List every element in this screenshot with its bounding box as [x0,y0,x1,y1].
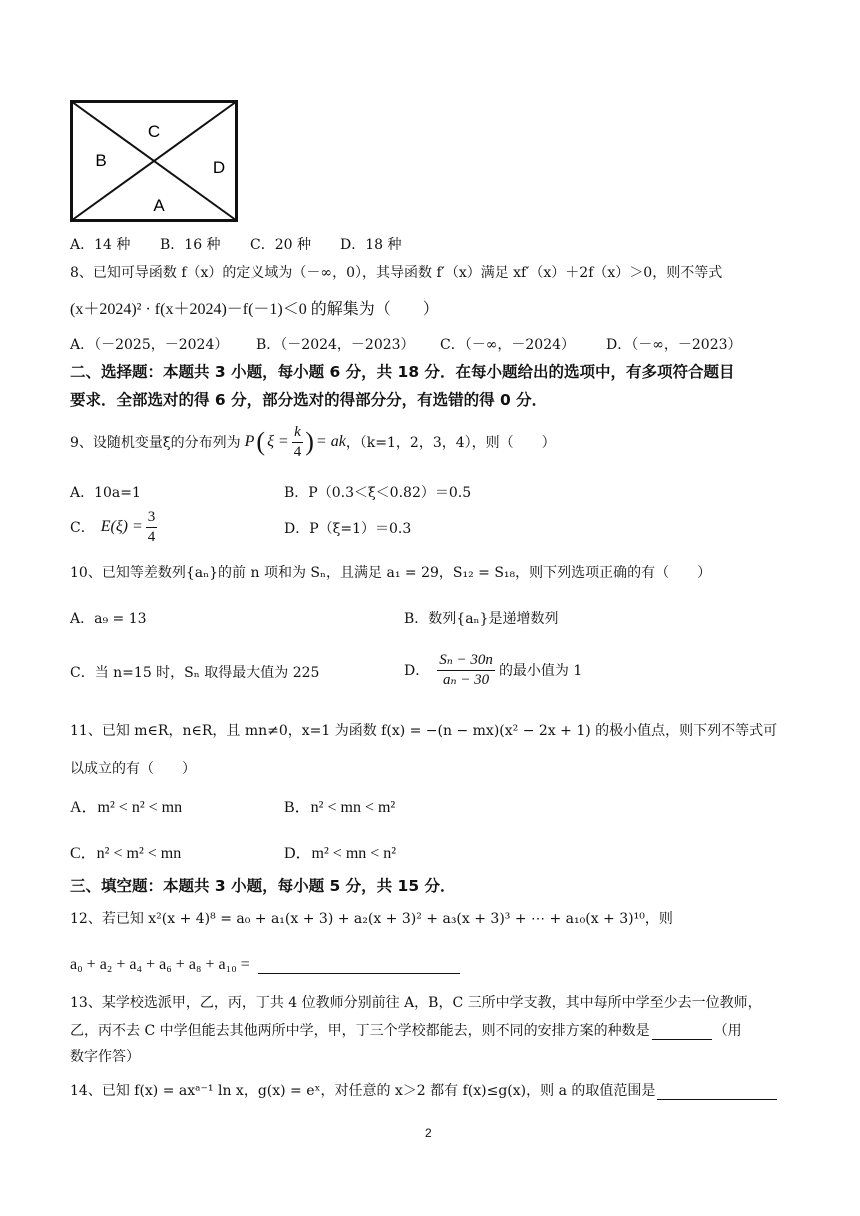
q12-stem-line1: 12、若已知 x²(x + 4)⁸ = a₀ + a₁(x + 3) + a₂(x + 3)² + a₃(x + 3)³ + ⋯ + a₁₀(x + 3)¹⁰，则 [70,911,673,927]
q8-option-c[interactable]: C．（－∞，－2024） [440,337,576,353]
q9-formula-xi: ξ = [267,433,289,450]
q14-stem [70,1080,777,1100]
q13-answer-blank[interactable] [652,1039,712,1040]
q9-paren-right: ) [305,427,314,456]
q14-text: 14、已知 f(x) = axᵃ⁻¹ ln x，g(x) = eˣ，对任意的 x＞2 都有 f(x)≤g(x)，则 a 的取值范围是 [70,1083,656,1099]
region-label-d: D [212,158,226,177]
q11-option-a[interactable]: A．m² < n² < mn [70,799,183,816]
q7-option-b[interactable]: B．16 种 [160,237,221,253]
q9-option-c-num: 3 [146,510,158,528]
q7-option-d[interactable]: D．18 种 [340,237,402,253]
q9-option-c-formula: E(ξ) = [100,518,143,535]
q9-fraction-den: 4 [293,443,302,460]
section2-heading-line2: 要求．全部选对的得 6 分，部分选对的得部分分，有选错的得 0 分． [70,391,548,409]
q10-option-d-prefix: D． [404,663,430,679]
q7-option-a[interactable]: A．14 种 [70,237,131,253]
q8-option-b[interactable]: B．（－2024，－2023） [256,337,415,353]
q8-stem-line2: (x＋2024)² · f(x＋2024)－f(－1)＜0 的解集为（ ） [70,301,439,318]
q10-stem: 10、已知等差数列{aₙ}的前 n 项和为 Sₙ，且满足 a₁ = 29，S₁₂ = S₁₈，则下列选项正确的有（ ） [70,565,712,581]
q12-answer-blank[interactable] [258,973,460,974]
q9-prefix: 9、设随机变量ξ的分布列为 [70,435,241,451]
q11-stem-line1: 11、已知 m∈R，n∈R，且 mn≠0，x=1 为函数 f(x) = −(n − mx)(x² − 2x + 1) 的极小值点，则下列不等式可 [70,723,778,739]
region-label-c: C [147,122,161,141]
page-number: 2 [425,1126,432,1140]
rectangle-diagram [70,100,238,222]
region-label-b: B [95,151,107,170]
q13-stem-line1: 13、某学校选派甲，乙，丙，丁共 4 位教师分别前往 A，B，C 三所中学支教，其中每所中学至少去一位教师， [70,995,762,1011]
q10-option-d-fraction [437,653,495,688]
q13-line2-tail: （用 [713,1023,742,1039]
q9-formula-right: = ak [315,433,346,450]
q8-stem-line1: 8、已知可导函数 f（x）的定义域为（－∞，0），其导函数 f′（x）满足 xf′（x）＋2f（x）＞0，则不等式 [70,265,723,281]
q7-option-c[interactable]: C．20 种 [250,237,311,253]
q9-formula-p: P [244,433,255,450]
q13-line2-text: 乙，丙不去 C 中学但能去其他两所中学，甲，丁三个学校都能去，则不同的安排方案的种数是 [70,1023,650,1039]
q10-option-d-suffix: 的最小值为 1 [498,663,583,679]
q11-stem-line2: 以成立的有（ ） [70,761,196,777]
q9-option-d[interactable]: D．P（ξ=1）＝0.3 [284,521,412,537]
q10-option-d[interactable] [404,648,582,692]
q10-option-a[interactable]: A．a₉ = 13 [70,611,147,627]
q14-answer-blank[interactable] [657,1099,777,1100]
region-label-a: A [153,196,165,215]
q9-fraction [292,425,304,460]
q9-option-b[interactable]: B．P（0.3＜ξ＜0.82）＝0.5 [284,485,472,501]
q13-stem-line3: 数字作答） [70,1049,140,1065]
q9-stem [70,420,556,464]
section3-heading: 三、填空题：本题共 3 小题，每小题 5 分，共 15 分． [70,877,456,895]
q11-option-d[interactable]: D．m² < mn < n² [284,845,397,862]
q9-fraction-num: k [292,425,304,443]
q9-option-c[interactable] [70,506,157,548]
q10-option-c[interactable]: C．当 n=15 时，Sₙ 取得最大值为 225 [70,665,320,681]
q9-option-a[interactable]: A．10a=1 [70,485,141,501]
q9-option-c-fraction [146,510,158,545]
q8-option-d[interactable]: D．（－∞，－2023） [606,337,742,353]
q12-expression: a₀ + a₂ + a₄ + a₆ + a₈ + a₁₀ = [70,956,250,973]
q12-stem-line2 [70,956,460,974]
q10-option-b[interactable]: B．数列{aₙ}是递增数列 [404,611,559,627]
q11-option-b[interactable]: B．n² < mn < m² [284,799,396,816]
q10-option-d-num: Sₙ − 30n [437,653,495,671]
q11-option-c[interactable]: C．n² < m² < mn [70,845,182,862]
q9-suffix: ，（k=1，2，3，4），则（ ） [345,435,556,451]
q8-option-a[interactable]: A．（－2025，－2024） [70,337,229,353]
q9-option-c-prefix: C． [70,520,95,536]
q9-option-c-den: 4 [147,528,156,545]
q10-option-d-den: aₙ − 30 [442,671,490,688]
section2-heading-line1: 二、选择题：本题共 3 小题，每小题 6 分，共 18 分．在每小题给出的选项中，有多项符合题目 [70,363,735,381]
q9-paren-left: ( [256,427,266,456]
q13-stem-line2 [70,1020,742,1040]
